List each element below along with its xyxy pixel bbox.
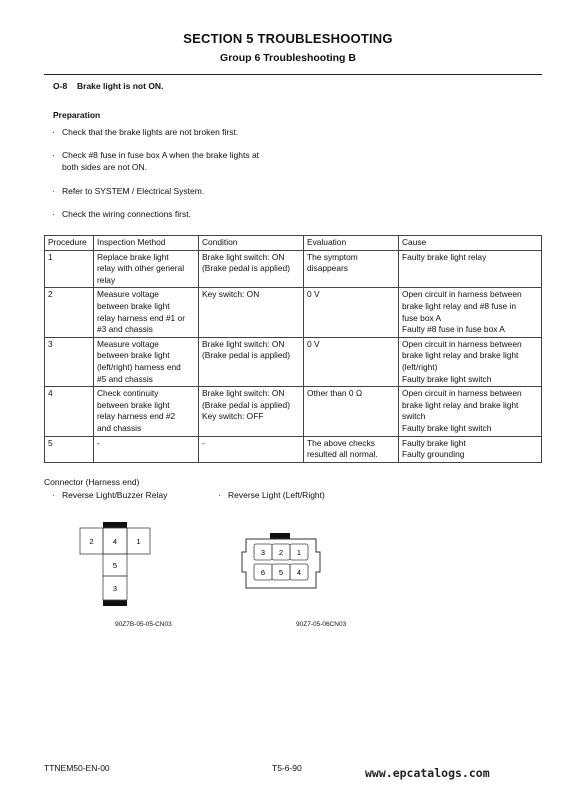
pin-label: 1 <box>296 548 302 557</box>
table-cell: Replace brake light relay with other general relay <box>94 250 199 288</box>
pin-label: 4 <box>112 537 118 546</box>
preparation-item-text: Check #8 fuse in fuse box A when the brake lights at <box>62 150 260 160</box>
table-cell: Brake light switch: ON (Brake pedal is applied) <box>199 250 304 288</box>
table-cell: 3 <box>45 337 94 386</box>
reverse-light-connector-diagram <box>240 532 322 592</box>
table-cell: 2 <box>45 288 94 337</box>
preparation-item <box>52 150 259 173</box>
table-cell: Brake light switch: ON (Brake pedal is applied) Key switch: OFF <box>199 387 304 436</box>
reverse-light-connector-code: 90Z7-05-06CN03 <box>296 621 347 628</box>
preparation-heading: Preparation <box>53 110 101 120</box>
pin-label: 5 <box>112 561 118 570</box>
group-title: Group 6 Troubleshooting B <box>220 52 356 64</box>
header-rule <box>44 74 542 75</box>
table-row <box>45 288 542 337</box>
connector-right-label <box>218 490 325 500</box>
bullet-marker: · <box>52 209 55 219</box>
connector-right-label-text: Reverse Light (Left/Right) <box>228 490 325 500</box>
table-row <box>45 387 542 436</box>
table-cell: The above checks resulted all normal. <box>304 436 399 462</box>
preparation-item-text-cont: both sides are not ON. <box>62 161 148 172</box>
pin-label: 5 <box>278 568 284 577</box>
table-cell: Measure voltage between brake light (left/right) harness end #5 and chassis <box>94 337 199 386</box>
pin-label: 2 <box>278 548 284 557</box>
bullet-marker: · <box>52 150 55 160</box>
column-header-evaluation: Evaluation <box>304 236 399 251</box>
table-cell: Open circuit in harness between brake light relay and brake light (left/right) Faulty brake light switch <box>399 337 542 386</box>
column-header-cause: Cause <box>399 236 542 251</box>
document-code: TTNEM50-EN-00 <box>44 763 110 773</box>
table-cell: Other than 0 Ω <box>304 387 399 436</box>
table-row <box>45 337 542 386</box>
connector-latch-bottom <box>103 600 127 606</box>
column-header-condition: Condition <box>199 236 304 251</box>
pin-label: 1 <box>136 537 141 546</box>
table-cell: Brake light switch: ON (Brake pedal is applied) <box>199 337 304 386</box>
table-cell: 0 V <box>304 288 399 337</box>
table-cell: 0 V <box>304 337 399 386</box>
table-cell: The symptom disappears <box>304 250 399 288</box>
table-cell: - <box>94 436 199 462</box>
pin-label: 3 <box>112 584 118 593</box>
preparation-item-text: Check that the brake lights are not broken first. <box>62 127 239 137</box>
table-header-row <box>45 236 542 251</box>
pin-label: 6 <box>260 568 266 577</box>
table-cell: 1 <box>45 250 94 288</box>
preparation-item-text: Refer to SYSTEM / Electrical System. <box>62 186 205 196</box>
connector-left-label-text: Reverse Light/Buzzer Relay <box>62 490 168 500</box>
problem-title: Brake light is not ON. <box>77 81 164 91</box>
table-cell: 5 <box>45 436 94 462</box>
relay-connector-code: 90Z7B-05-05-CN03 <box>115 621 172 628</box>
section-title: SECTION 5 TROUBLESHOOTING <box>183 31 393 46</box>
connector-heading: Connector (Harness end) <box>44 477 140 487</box>
connector-left-label <box>52 490 167 500</box>
connector-latch-top <box>270 533 290 539</box>
bullet-marker: · <box>218 490 221 500</box>
pin-label: 2 <box>89 537 94 546</box>
pin-label: 4 <box>296 568 302 577</box>
relay-connector-diagram <box>78 520 158 610</box>
connector-latch-top <box>103 522 127 528</box>
column-header-procedure: Procedure <box>45 236 94 251</box>
table-cell: Open circuit in harness between brake light relay and brake light switch Faulty brake light switch <box>399 387 542 436</box>
preparation-item <box>52 186 204 198</box>
problem-code: O-8 <box>53 81 68 91</box>
table-cell: - <box>199 436 304 462</box>
table-row <box>45 250 542 288</box>
pin-label: 3 <box>260 548 266 557</box>
table-cell: Check continuity between brake light relay harness end #2 and chassis <box>94 387 199 436</box>
preparation-item-text: Check the wiring connections first. <box>62 209 191 219</box>
page-number: T5-6-90 <box>272 763 302 773</box>
troubleshooting-table <box>44 235 542 463</box>
bullet-marker: · <box>52 127 55 137</box>
watermark: www.epcatalogs.com <box>365 766 490 780</box>
preparation-item <box>52 127 238 139</box>
table-cell: Open circuit in harness between brake light relay and #8 fuse in fuse box A Faulty #8 fuse in fuse box A <box>399 288 542 337</box>
table-cell: Key switch: ON <box>199 288 304 337</box>
table-row <box>45 436 542 462</box>
bullet-marker: · <box>52 186 55 196</box>
bullet-marker: · <box>52 490 55 500</box>
table-cell: Faulty brake light Faulty grounding <box>399 436 542 462</box>
table-cell: 4 <box>45 387 94 436</box>
preparation-item <box>52 209 191 221</box>
table-cell: Faulty brake light relay <box>399 250 542 288</box>
table-cell: Measure voltage between brake light relay harness end #1 or #3 and chassis <box>94 288 199 337</box>
column-header-inspection-method: Inspection Method <box>94 236 199 251</box>
